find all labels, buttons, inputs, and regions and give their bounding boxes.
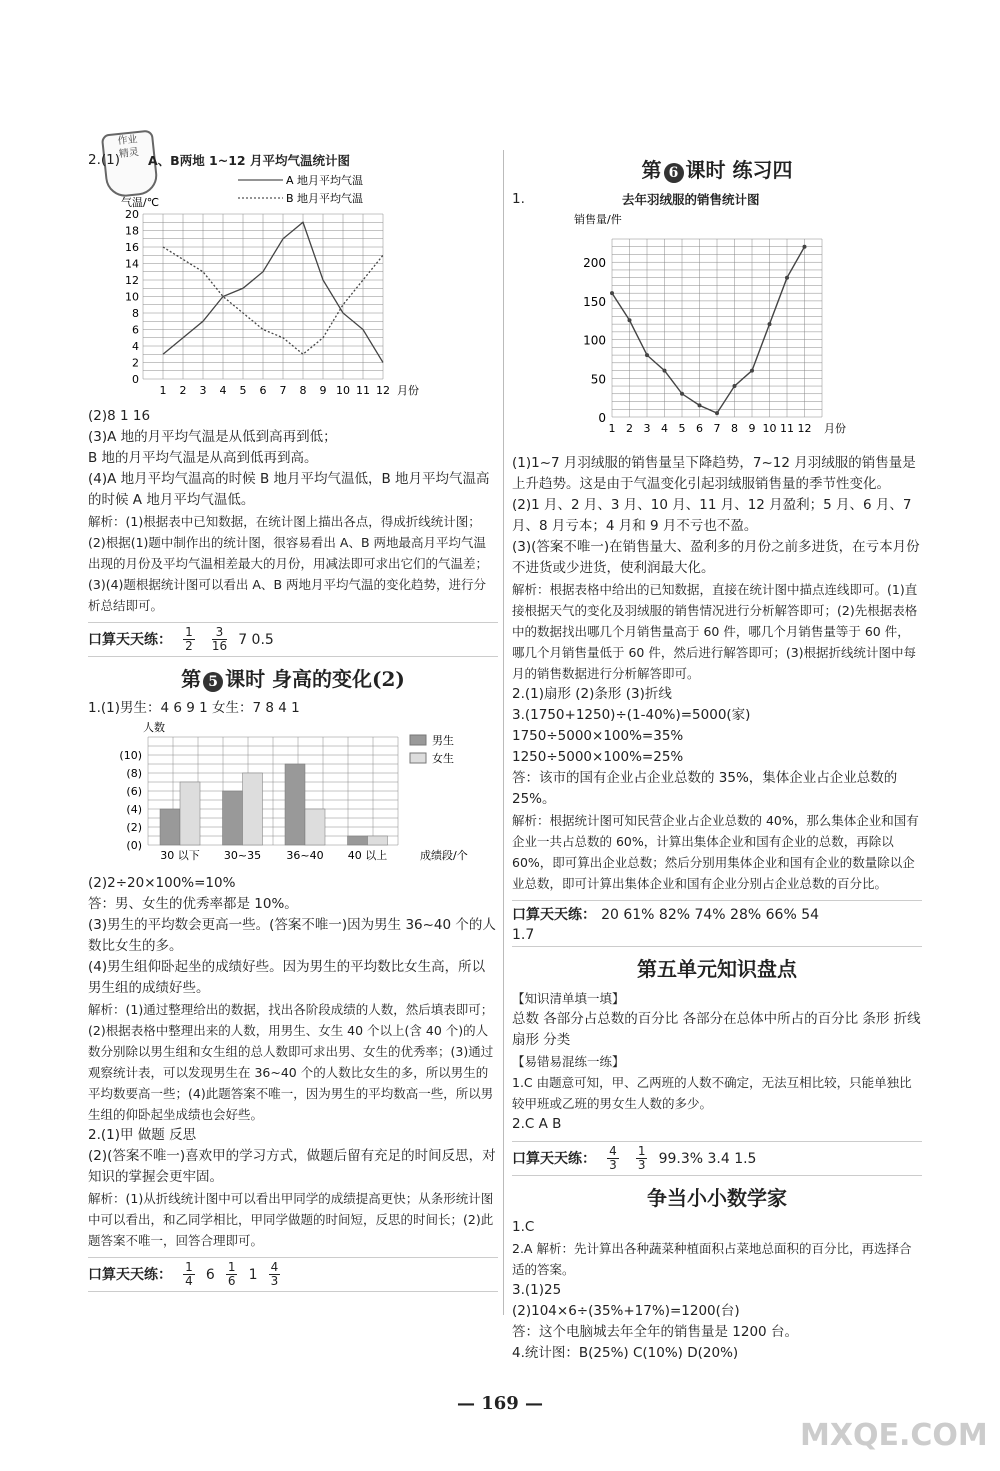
legend-swatch-girls [410, 753, 426, 763]
analysis-paragraph: 解析：(1)从折线统计图中可以看出甲同学的成绩提高更快；从条形统计图中可以看出，和乙同学相比，甲同学做题的时间短，反思的时间长；(2)此题答案不唯一，回答合理即可。 [88, 1191, 494, 1248]
x-tick-label: 4 [219, 384, 227, 397]
q1-label: 1. [512, 191, 525, 207]
x-tick-label: 7 [713, 422, 721, 435]
data-point [785, 276, 789, 280]
x-tick-label: 9 [319, 384, 327, 397]
y-tick-label: 14 [125, 257, 139, 271]
answer-line: 总数 各部分占总数的百分比 各部分在总体中所占的百分比 条形 折线 扇形 分类 [512, 1011, 921, 1048]
fraction: $\frac{1}{6}$ [227, 1260, 236, 1288]
answer-line: (3)(答案不唯一)在销售量大、盈利多的月份之前多进货，在亏本月份不进货或少进货，使利润最大化。 [512, 539, 920, 576]
x-tick-label: 11 [356, 384, 370, 397]
y-tick-label: 20 [125, 208, 139, 221]
x-tick-label: 5 [678, 422, 686, 435]
watermark: MXQE.COM [800, 1418, 988, 1453]
answer-line: 3.(1)25 [512, 1282, 562, 1298]
oral-practice-label: 口算天天练： [88, 1267, 172, 1283]
x-tick-label: 6 [259, 384, 267, 397]
oral-value: 1 [248, 1267, 258, 1283]
section-title-lesson5: 第 5 课时 身高的变化(2) [181, 667, 405, 691]
practice-tag: 【易错易混练一练】 [512, 1054, 625, 1069]
y-axis-label: 销售量/件 [574, 213, 622, 226]
x-tick-label: 12 [376, 384, 390, 397]
fraction: $\frac{1}{4}$ [185, 1260, 193, 1288]
temperature-line-chart [88, 172, 498, 402]
answer-line: 答：男、女生的优秀率都是 10%。 [88, 896, 298, 912]
x-tick-label: 6 [696, 422, 703, 435]
y-tick-label: 2 [132, 356, 139, 370]
chart1-title: A、B两地 1~12 月平均气温统计图 [148, 153, 350, 168]
answer-line: (3)男生的平均数会更高一些。(答案不唯一)因为男生 36~40 个的人数比女生的多。 [88, 917, 496, 954]
answer-line: 1.C [512, 1219, 535, 1235]
analysis-paragraph: 解析：根据统计图可知民营企业占企业总数的 40%，那么集体企业和国有企业一共占总数的 60%，计算出集体企业和国有企业的总数，再除以 60%，即可算出企业总数；然后分别用集体企业和国有企业的数量除以企业总数，即可计算出集体企业和国有企业分别占企业总数的百分比。 [512, 813, 919, 891]
series-line-sales [612, 247, 805, 413]
answer-line: 3.(1750+1250)÷(1-40%)=5000(家) [512, 707, 751, 723]
answer-line: 2.C A B [512, 1116, 562, 1132]
y-tick-label: 12 [125, 274, 139, 287]
column-divider [503, 150, 504, 1315]
oral-practice-3 [512, 900, 922, 947]
bar-boys [223, 791, 243, 845]
y-tick-label: (8) [126, 767, 142, 780]
x-tick-label: 1 [159, 384, 167, 397]
x-tick-label: 1 [608, 422, 616, 435]
fraction: $\frac{1}{3}$ [637, 1144, 646, 1172]
oral-practice-values: 7 0.5 [238, 632, 274, 648]
lesson-number-badge: 6 [664, 163, 684, 183]
y-tick-label: 18 [125, 224, 139, 238]
analysis-paragraph: 解析：(1)通过整理给出的数据，找出各阶段成绩的人数，然后填表即可；(2)根据表格中整理出来的人数，用男生、女生 40 个以上(含 40 个)的人数分别除以男生组和女生组的总人数即可求出男、女生的优秀率；(3)通过观察统计表，可以发现男生在 36~40 个的人数比女生的多，所以男生的平均数要高一些；(4)此题答案不唯一，因为男生的平均数高一些，所以男生组的仰卧起坐成绩也会好些。 [88, 1002, 494, 1122]
oral-practice-4 [512, 1141, 922, 1176]
fraction: $\frac{4}{3}$ [609, 1144, 617, 1172]
data-point [768, 322, 772, 326]
answer-line: 1.(1)男生：4 6 9 1 女生：7 8 4 1 [88, 700, 300, 716]
sales-line-chart [512, 209, 922, 449]
y-tick-label: (10) [119, 749, 142, 762]
data-point [715, 411, 719, 415]
bar-girls [243, 773, 263, 845]
page-number: — 169 — [456, 1393, 544, 1414]
x-tick-label: 10 [336, 384, 350, 397]
data-point [628, 318, 632, 322]
x-tick-label: 9 [748, 422, 756, 435]
answer-line: (2)1 月、2 月、3 月、10 月、11 月、12 月盈利；5 月、6 月、7 月、8 月亏本；4 月和 9 月不亏也不盈。 [512, 497, 912, 534]
data-point [750, 369, 754, 373]
x-axis-unit: 月份 [824, 422, 846, 435]
y-tick-label: 200 [583, 256, 606, 271]
oral-practice-values: 99.3% 3.4 1.5 [658, 1151, 757, 1167]
oral-value: 6 [205, 1267, 215, 1283]
left-column [88, 150, 498, 1298]
oral-practice-values: 1.7 [512, 927, 535, 943]
y-tick-label: 0 [598, 411, 606, 425]
oral-practice-label: 口算天天练： [512, 1151, 596, 1167]
q1-header [512, 189, 922, 209]
bar-girls [368, 836, 388, 845]
fraction: $\frac{4}{3}$ [270, 1260, 279, 1288]
q2-header [88, 150, 498, 172]
x-tick-label: 11 [780, 422, 794, 435]
x-tick-label: 30 以下 [160, 849, 200, 862]
legend-label-a: A 地月平均气温 [286, 174, 364, 187]
y-tick-label: (6) [126, 785, 142, 798]
data-point [698, 403, 702, 407]
y-tick-label: (0) [126, 839, 142, 852]
y-tick-label: 16 [125, 241, 139, 254]
y-tick-label: 0 [132, 373, 139, 386]
y-tick-label: 150 [583, 294, 606, 309]
answer-line: 1.C 由题意可知，甲、乙两班的人数不确定，无法互相比较，只能单独比较甲班或乙班的男女生人数的多少。 [512, 1075, 912, 1111]
data-point [610, 291, 614, 295]
x-tick-label: 3 [199, 384, 207, 397]
answer-line: 2.(1)扇形 (2)条形 (3)折线 [512, 686, 672, 702]
section-title-lesson6: 第 6 课时 练习四 [641, 158, 793, 182]
bar-girls [305, 809, 325, 845]
x-tick-label: 8 [299, 384, 307, 397]
answer-line: 4.统计图：B(25%) C(10%) D(20%) [512, 1345, 739, 1361]
analysis-paragraph: 解析：(1)根据表中已知数据，在统计图上描出各点，得成折线统计图；(2)根据(1)题中制作出的统计图，很容易看出 A、B 两地最高月平均气温出现的月份及平均气温相差最大的月份，用减法即可求出它们的气温差；(3)(4)题根据统计图可以看出 A、B 两地月平均气温的变化趋势，进行分析总结即可。 [88, 514, 489, 613]
score-bar-chart [88, 719, 498, 869]
oral-practice-1 [88, 622, 498, 657]
bar-boys [160, 809, 180, 845]
y-tick-label: (2) [126, 821, 142, 834]
y-tick-label: 10 [125, 290, 139, 304]
legend-label-b: B 地月平均气温 [286, 192, 364, 205]
oral-practice-label: 口算天天练： [512, 907, 596, 923]
y-tick-label: 4 [132, 340, 139, 353]
section-title-math: 争当小小数学家 [647, 1186, 787, 1210]
data-point [733, 384, 737, 388]
data-point [803, 245, 807, 249]
answer-line: (2)8 1 16 [88, 408, 151, 424]
answer-line: (1)1~7 月羽绒服的销售量呈下降趋势，7~12 月羽绒服的销售量是上升趋势。这是由于气温变化引起羽绒服销售量的季节性变化。 [512, 455, 916, 492]
answer-line: (4)A 地月平均气温高的时候 B 地月平均气温低，B 地月平均气温高的时候 A 地月平均气温低。 [88, 471, 490, 508]
data-point [645, 353, 649, 357]
section-title-unit5: 第五单元知识盘点 [637, 957, 797, 981]
y-tick-label: 50 [590, 372, 606, 387]
y-axis-label: 人数 [143, 721, 165, 734]
answer-line: 2.(1)甲 做题 反思 [88, 1127, 197, 1143]
answer-line: 答：这个电脑城去年全年的销售量是 1200 台。 [512, 1324, 798, 1340]
oral-practice-values: 20 61% 82% 74% 28% 66% 54 [601, 907, 820, 923]
y-tick-label: (4) [126, 803, 142, 816]
x-tick-label: 36~40 [286, 849, 324, 862]
data-point [663, 369, 667, 373]
x-tick-label: 40 以上 [347, 849, 388, 862]
answer-line: B 地的月平均气温是从高到低再到高。 [88, 450, 318, 466]
answer-line: 1750÷5000×100%=35% [512, 728, 684, 744]
answer-line: (2)104×6÷(35%+17%)=1200(台) [512, 1303, 740, 1319]
x-tick-label: 4 [661, 422, 668, 435]
answer-line: (3)A 地的月平均气温是从低到高再到低； [88, 429, 337, 445]
answer-line: (2)(答案不唯一)喜欢甲的学习方式，做题后留有充足的时间反思，对知识的掌握会更牢固。 [88, 1148, 496, 1185]
bar-boys [348, 836, 368, 845]
x-tick-label: 12 [797, 422, 812, 435]
x-tick-label: 2 [626, 422, 633, 435]
x-axis-unit: 成绩段/个 [420, 849, 468, 862]
oral-practice-2 [88, 1257, 498, 1292]
legend-swatch-boys [410, 735, 426, 745]
answer-line: 1250÷5000×100%=25% [512, 749, 684, 765]
answer-line: (2)2÷20×100%=10% [88, 875, 236, 891]
series-line-a [163, 222, 383, 362]
legend-label-boys: 男生 [432, 734, 454, 747]
x-tick-label: 2 [179, 384, 187, 397]
series-line-b [163, 247, 383, 354]
y-axis-label: 气温/℃ [121, 196, 160, 209]
x-tick-label: 30~35 [223, 849, 262, 862]
bar-girls [180, 782, 200, 845]
chart3-title: 去年羽绒服的销售统计图 [622, 192, 760, 207]
data-point [680, 392, 684, 396]
x-tick-label: 7 [279, 384, 287, 397]
analysis-paragraph: 解析：根据表格中给出的已知数据，直接在统计图中描点连线即可。(1)直接根据天气的变化及羽绒服的销售情况进行分析解答即可；(2)先根据表格中的数据找出哪几个月销售量高于 60 件，哪几个月销售量等于 60 件，哪几个月销售量低于 60 件，然后进行解答即可；(3)根据折线统计图中每月的销售数据进行分析解答即可。 [512, 582, 918, 681]
oral-practice-label: 口算天天练： [88, 632, 172, 648]
fraction: $\frac{1}{2}$ [185, 625, 193, 653]
lesson-number-badge: 5 [203, 672, 223, 692]
knowledge-tag: 【知识清单填一填】 [512, 991, 625, 1006]
x-axis-unit: 月份 [397, 384, 419, 397]
answer-line: 2.A 解析：先计算出各种蔬菜种植面积占菜地总面积的百分比，再选择合适的答案。 [512, 1241, 912, 1277]
x-tick-label: 3 [643, 422, 651, 435]
legend-label-girls: 女生 [432, 752, 454, 765]
bar-boys [285, 764, 305, 845]
stamp-logo: 作业 精灵 [101, 129, 159, 198]
y-tick-label: 8 [132, 307, 139, 320]
q2-label: 2.(1) [88, 152, 121, 168]
y-tick-label: 100 [583, 333, 606, 348]
right-column [512, 150, 922, 1364]
x-tick-label: 8 [731, 422, 738, 435]
y-tick-label: 6 [132, 323, 139, 337]
fraction: $\frac{3}{16}$ [211, 625, 228, 653]
answer-line: (4)男生组仰卧起坐的成绩好些。因为男生的平均数比女生高，所以男生组的成绩好些。 [88, 959, 486, 996]
x-tick-label: 5 [239, 384, 247, 397]
x-tick-label: 10 [762, 422, 777, 435]
answer-line: 答：该市的国有企业占企业总数的 35%，集体企业占企业总数的 25%。 [512, 770, 898, 807]
